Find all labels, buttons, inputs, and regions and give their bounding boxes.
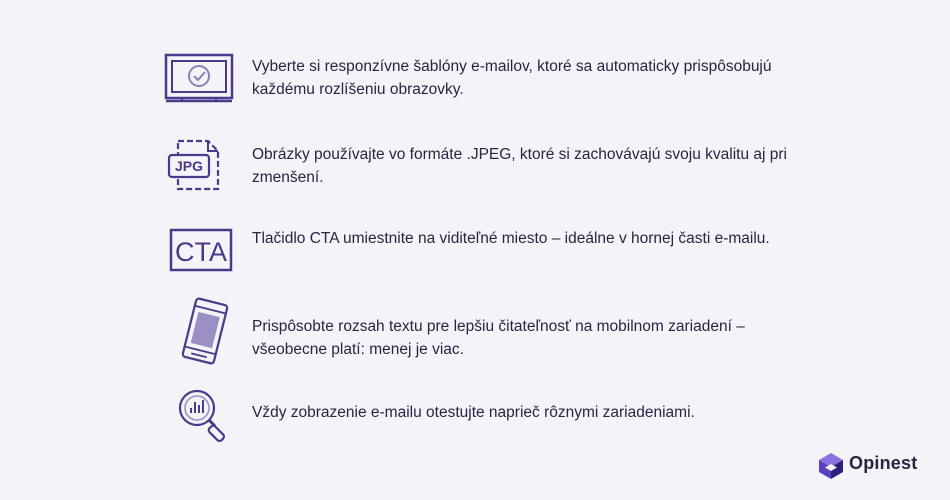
tip-cta-button <box>160 222 780 292</box>
monitor-check-icon <box>160 52 240 104</box>
tip-text: Vyberte si responzívne šablóny e-mailov, ktoré sa automaticky prispôsobujú každému rozlíšeniu obrazovky. <box>252 58 772 98</box>
tip-test-devices <box>160 385 780 455</box>
opinest-logo-icon <box>818 452 844 480</box>
cta-badge-icon <box>160 224 240 274</box>
tip-jpeg-images <box>160 135 787 205</box>
brand-name: Opinest <box>849 453 918 473</box>
brand-logo <box>818 450 938 480</box>
tip-text: Prispôsobte rozsah textu pre lepšiu čitateľnosť na mobilnom zariadení – všeobecne platí: menej je viac. <box>252 318 745 358</box>
cta-label: CTA <box>175 237 227 267</box>
smartphone-icon <box>160 297 240 367</box>
jpg-file-icon <box>160 135 240 193</box>
tip-mobile-text <box>160 295 780 365</box>
magnifier-chart-icon <box>160 385 240 445</box>
jpg-label: JPG <box>174 158 204 174</box>
tip-text: Vždy zobrazenie e-mailu otestujte naprieč rôznymi zariadeniami. <box>252 404 695 421</box>
tip-text: Obrázky používajte vo formáte .JPEG, ktoré si zachovávajú svoju kvalitu aj pri zmenšení. <box>252 146 787 186</box>
tip-responsive-templates <box>160 50 780 120</box>
tip-text: Tlačidlo CTA umiestnite na viditeľné miesto – ideálne v hornej časti e-mailu. <box>252 230 770 247</box>
